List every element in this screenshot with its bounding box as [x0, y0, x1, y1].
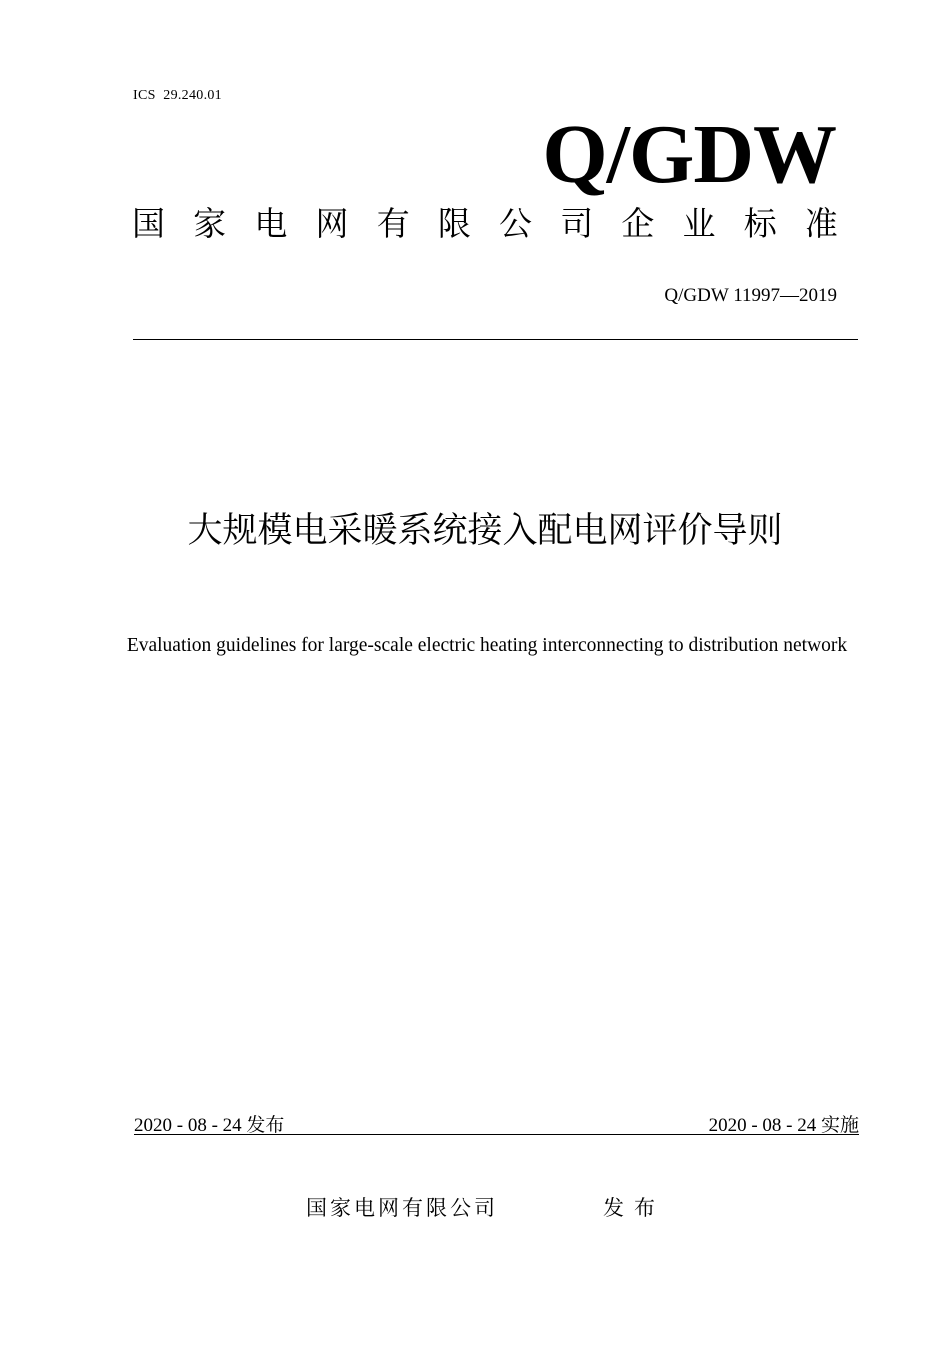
company-standard-char: 网	[315, 204, 349, 243]
company-standard-char: 有	[376, 204, 410, 243]
company-standard-char: 家	[193, 204, 227, 243]
header-divider	[133, 339, 858, 340]
company-standard-char: 企	[621, 204, 655, 243]
publisher-name: 国家电网有限公司	[306, 1196, 498, 1220]
company-standard-heading	[132, 204, 838, 244]
company-standard-char: 标	[743, 204, 777, 243]
ics-code: ICS 29.240.01	[133, 88, 222, 103]
company-standard-char: 公	[499, 204, 533, 243]
company-standard-char: 司	[560, 204, 594, 243]
document-title-chinese: 大规模电采暖系统接入配电网评价导则	[187, 511, 783, 551]
document-title-english: Evaluation guidelines for large-scale electric heating interconnecting to distribution network	[126, 635, 848, 656]
standard-number: Q/GDW 11997—2019	[664, 285, 837, 306]
brand-logo: Q/GDW	[542, 108, 836, 201]
footer-divider	[134, 1134, 859, 1135]
publish-label: 发布	[603, 1196, 665, 1220]
implementation-date: 2020 - 08 - 24 实施	[708, 1115, 859, 1136]
company-standard-char: 限	[437, 204, 471, 243]
company-standard-char: 业	[682, 204, 716, 243]
issue-date: 2020 - 08 - 24 发布	[134, 1115, 285, 1136]
company-standard-char: 电	[254, 204, 288, 243]
company-standard-char: 国	[132, 204, 165, 243]
company-standard-char: 准	[804, 204, 838, 243]
